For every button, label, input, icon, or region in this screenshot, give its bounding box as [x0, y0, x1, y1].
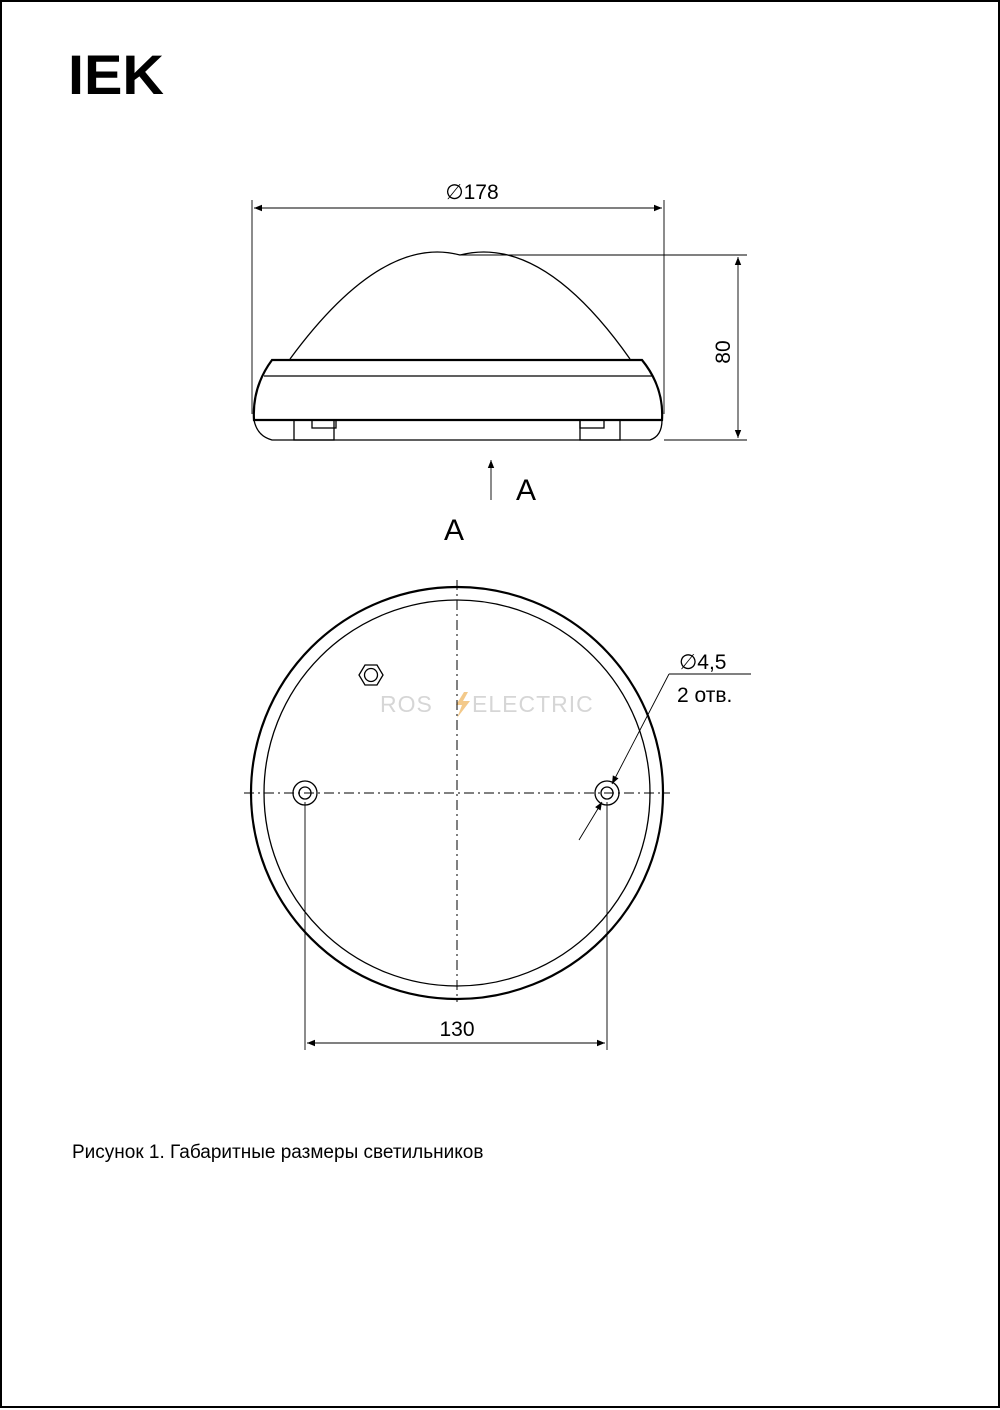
foot-left-inner	[312, 420, 336, 428]
diameter-label: ∅178	[445, 181, 499, 204]
foot-left	[294, 420, 334, 440]
view-section-label: A	[443, 514, 465, 547]
foot-right	[580, 420, 620, 440]
watermark	[380, 691, 594, 718]
view-arrow-label: A	[515, 474, 537, 507]
logo-text: IEK	[68, 43, 164, 106]
bottom-plate	[254, 420, 662, 440]
watermark-left: ROS	[380, 691, 433, 717]
hole-count-label: 2 отв.	[677, 684, 733, 707]
lightning-icon	[456, 692, 470, 718]
foot-right-inner	[580, 420, 604, 428]
watermark-right: ELECTRIC	[472, 691, 594, 717]
iek-logo	[68, 43, 164, 106]
height-label: 80	[712, 340, 735, 364]
gland-nut-icon	[359, 665, 383, 685]
dome-outline	[290, 252, 630, 359]
hole-spacing-label: 130	[439, 1018, 475, 1041]
figure-caption: Рисунок 1. Габаритные размеры светильников	[72, 1142, 484, 1163]
base-ring	[254, 360, 662, 420]
leader-line-lower	[579, 802, 602, 840]
side-view	[252, 181, 747, 507]
technical-drawing	[2, 2, 1000, 1410]
bottom-view	[244, 514, 751, 1050]
hole-diameter-label: ∅4,5	[679, 651, 727, 674]
